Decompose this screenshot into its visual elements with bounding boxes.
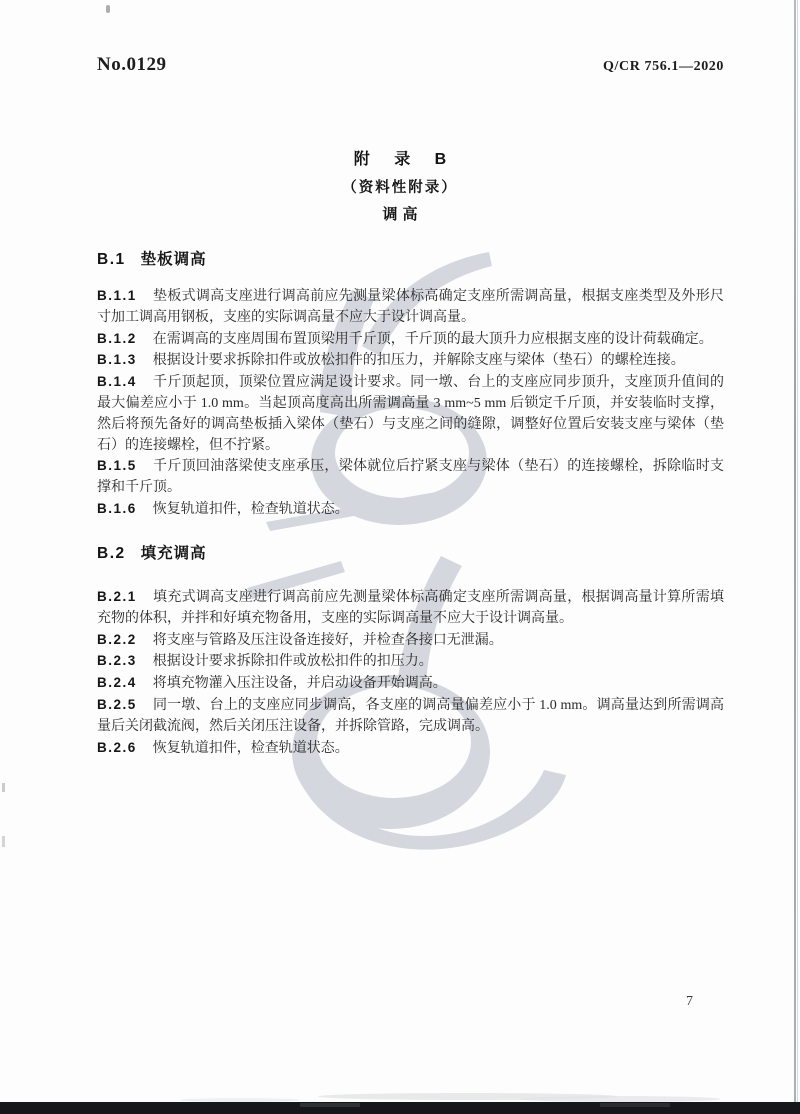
clause [97, 630, 724, 652]
clause-number: B.2.4 [97, 675, 137, 691]
clause-text: 恢复轨道扣件，检查轨道状态。 [152, 501, 349, 517]
appendix-subtitle: （资料性附录） [342, 180, 458, 196]
clause-number: B.1.6 [97, 500, 137, 516]
section-number: B.1 [97, 251, 126, 268]
clause [97, 499, 724, 521]
section-b2-clauses [97, 587, 724, 759]
clause-number: B.2.2 [97, 631, 137, 647]
section-heading-b2 [97, 541, 207, 563]
clause [97, 329, 724, 351]
clause-text: 填充式调高支座进行调高前应先测量梁体标高确定支座所需调高量，根据调高量计算所需填充物的体积，并拌和好填充物备用，支座的实际调高量不应大于设计调高量。 [97, 590, 724, 626]
clause-number: B.1.5 [97, 458, 137, 474]
clause [97, 695, 724, 738]
clause-number: B.1.1 [97, 288, 137, 303]
clause-number: B.1.4 [97, 374, 137, 390]
clause-text: 根据设计要求拆除扣件或放松扣件的扣压力。 [152, 654, 433, 670]
clause [97, 372, 724, 456]
clause-number: B.2.3 [97, 653, 137, 669]
appendix-title: 附 录 B [353, 151, 457, 168]
clause-number: B.1.2 [97, 330, 137, 346]
clause-number: B.2.1 [97, 589, 137, 604]
clause-text: 在需调高的支座周围布置顶梁用千斤顶，千斤顶的最大顶升力应根据支座的设计荷载确定。 [152, 331, 713, 347]
clause-text: 根据设计要求拆除扣件或放松扣件的扣压力，并解除支座与梁体（垫石）的螺栓连接。 [152, 353, 685, 369]
appendix-title-block [0, 146, 800, 224]
clause [97, 286, 724, 329]
clause-text: 将支座与管路及压注设备连接好，并检查各接口无泄漏。 [152, 632, 503, 648]
section-number: B.2 [97, 545, 126, 562]
clause-text: 将填充物灌入压注设备，并启动设备开始调高。 [152, 676, 447, 692]
clause-text: 千斤顶起顶，顶梁位置应满足设计要求。同一墩、台上的支座应同步顶升，支座顶升值间的最大偏差应小于 1.0 mm。当起顶高度高出所需调高量 3 mm~5 mm 后锁定千斤顶，并安装临时支撑，然后将预先备好的调高垫板插入梁体（垫石）与支座之间的缝隙，调整好位置后安装支座与梁体（垫石）的连接螺栓，但不拧紧。 [97, 375, 724, 453]
scan-right-edge-line-light [797, 0, 798, 1102]
clause [97, 587, 724, 630]
page-number: 7 [686, 994, 693, 1009]
standard-code: Q/CR 756.1—2020 [603, 59, 724, 74]
clause [97, 673, 724, 695]
scan-speck [106, 5, 110, 13]
clause [97, 456, 724, 499]
scan-speck [2, 836, 5, 847]
scan-band-patch [600, 1103, 670, 1107]
document-serial-number: No.0129 [97, 54, 167, 75]
scan-bottom-band [0, 1102, 800, 1114]
clause-text: 恢复轨道扣件，检查轨道状态。 [152, 740, 349, 756]
scan-band-patch [300, 1103, 360, 1107]
section-heading-b1 [97, 247, 207, 269]
clause-number: B.2.6 [97, 739, 137, 755]
section-title: 填充调高 [140, 545, 207, 562]
clause-text: 同一墩、台上的支座应同步调高，各支座的调高量偏差应小于 1.0 mm。调高量达到所需调高量后关闭截流阀，然后关闭压注设备，并拆除管路，完成调高。 [97, 697, 724, 734]
appendix-topic: 调高 [382, 206, 423, 223]
clause [97, 738, 724, 760]
scan-right-edge-line [794, 0, 796, 1102]
clause-number: B.2.5 [97, 696, 137, 712]
clause-text: 千斤顶回油落梁使支座承压，梁体就位后拧紧支座与梁体（垫石）的连接螺栓，拆除临时支撑和千斤顶。 [97, 459, 724, 496]
clause [97, 350, 724, 372]
clause [97, 651, 724, 673]
clause-text: 垫板式调高支座进行调高前应先测量梁体标高确定支座所需调高量，根据支座类型及外形尺寸加工调高用钢板，支座的实际调高量不应大于设计调高量。 [97, 289, 724, 325]
section-b1-clauses [97, 286, 724, 521]
section-title: 垫板调高 [140, 251, 207, 268]
clause-number: B.1.3 [97, 352, 137, 368]
page-header [97, 54, 724, 76]
scan-speck [2, 783, 5, 792]
